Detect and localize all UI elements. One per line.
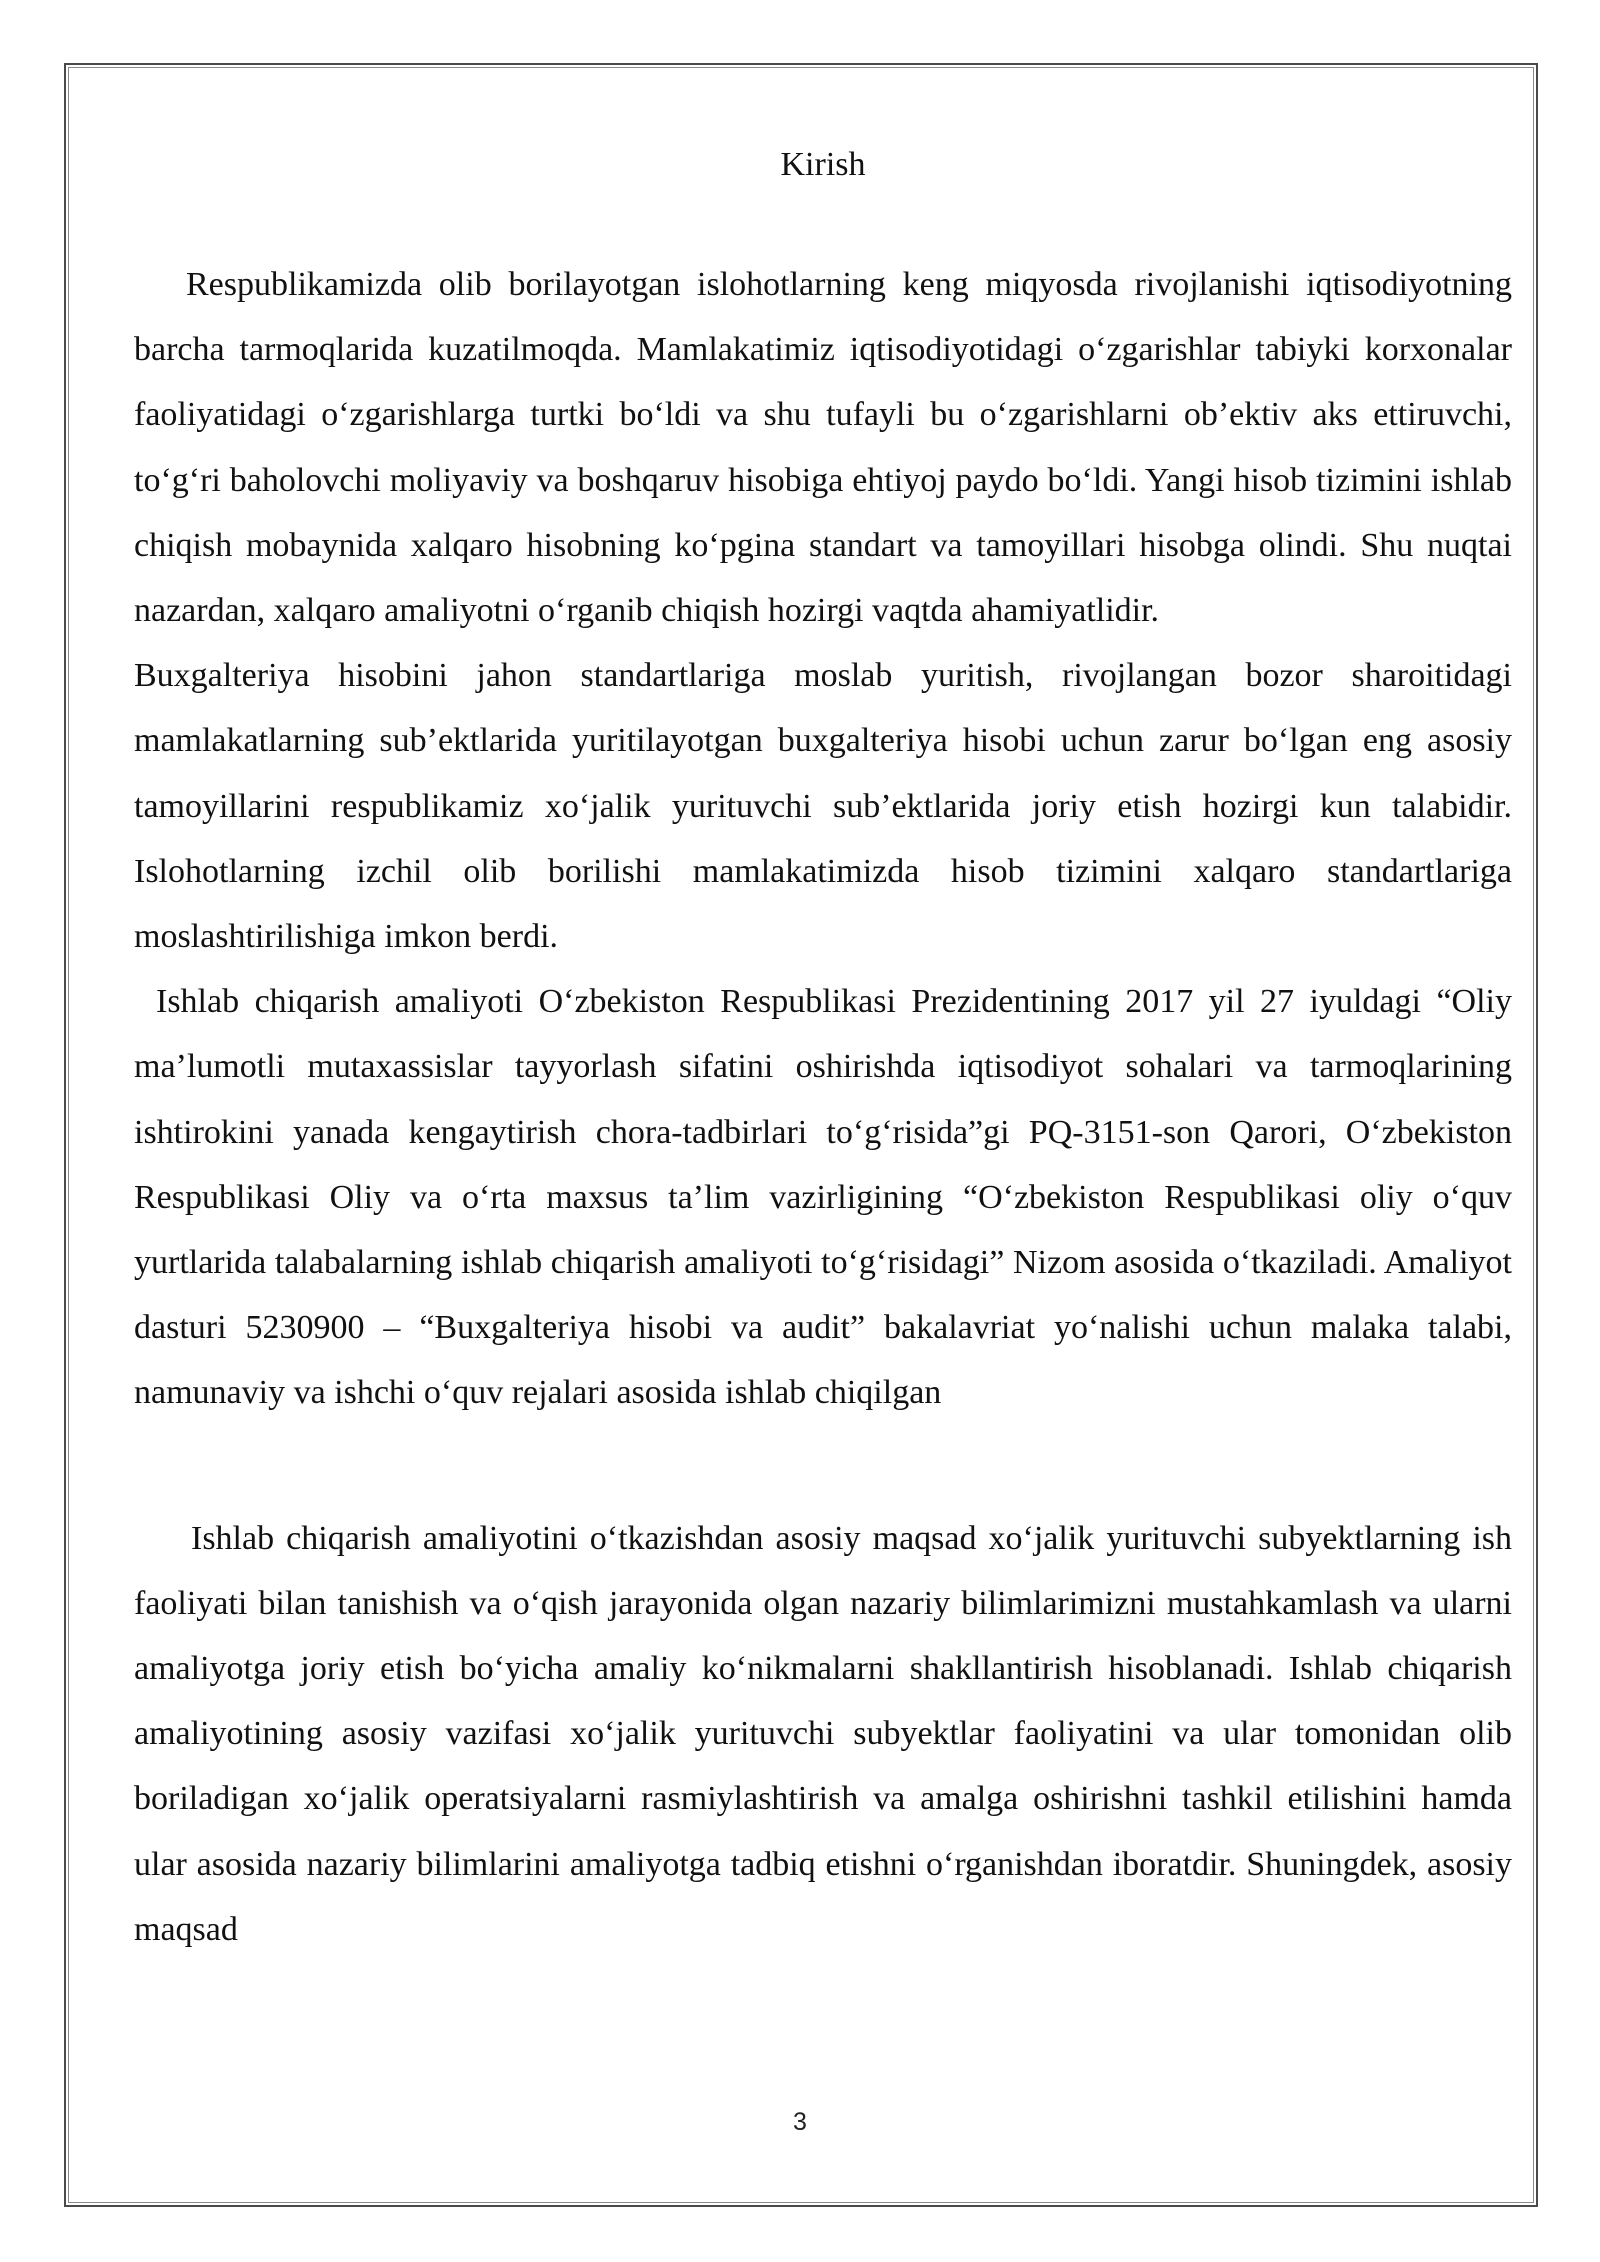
document-body — [134, 140, 1512, 1962]
paragraph-accounting-standards: Buxgalteriya hisobini jahon standartlariga moslab yuritish, rivojlangan bozor sharoitidagi mamlakatlarning sub’ektlarida yuritilayotgan buxgalteriya hisobi uchun zarur bo‘lgan eng asosiy tamoyillarini respublikamiz xo‘jalik yurituvchi sub’ektlarida joriy etish hozirgi kun talabidir. Islohotlarning izchil olib borilishi mamlakatimizda hisob tizimini xalqaro standartlariga moslashtirilishiga imkon berdi. — [134, 657, 1512, 956]
paragraph-practice-goal: Ishlab chiqarish amaliyotini o‘tkazishdan asosiy maqsad xo‘jalik yurituvchi subyektlarning ish faoliyati bilan tanishish va o‘qish jarayonida olgan nazariy bilimlarimizni mustahkamlash va ularni amaliyotga joriy etish bo‘yicha amaliy ko‘nikmalarni shakllantirish hisoblanadi. Ishlab chiqarish amaliyotining asosiy vazifasi xo‘jalik yurituvchi subyektlar faoliyatini va ular tomonidan olib boriladigan xo‘jalik operatsiyalarni rasmiylashtirish va amalga oshirishni tashkil etilishini hamda ular asosida nazariy bilimlarini amaliyotga tadbiq etishni o‘rganishdan iboratdir. Shuningdek, asosiy maqsad — [134, 1519, 1512, 1948]
document-title: Kirish — [780, 146, 866, 183]
page-number: 3 — [793, 2108, 807, 2136]
paragraph-practice-basis: Ishlab chiqarish amaliyoti O‘zbekiston Respublikasi Prezidentining 2017 yil 27 iyuldagi “Oliy ma’lumotli mutaxassislar tayyorlash sifatini oshirishda iqtisodiyot sohalari va tarmoqlarining ishtirokini yanada kengaytirish chora-tadbirlari to‘g‘risida”gi PQ-3151-son Qarori, O‘zbekiston Respublikasi Oliy va o‘rta maxsus ta’lim vazirligining “O‘zbekiston Respublikasi oliy o‘quv yurtlarida talabalarning ishlab chiqarish amaliyoti to‘g‘risidagi” Nizom asosida o‘tkaziladi. Amaliyot dasturi 5230900 – “Buxgalteriya hisobi va audit” bakalavriat yo‘nalishi uchun malaka talabi, namunaviy va ishchi o‘quv rejalari asosida ishlab chiqilgan — [134, 983, 1512, 1412]
paragraph-intro: Respublikamizda olib borilayotgan islohotlarning keng miqyosda rivojlanishi iqtisodiyotning barcha tarmoqlarida kuzatilmoqda. Mamlakatimiz iqtisodiyotidagi o‘zgarishlar tabiyki korxonalar faoliyatidagi o‘zgarishlarga turtki bo‘ldi va shu tufayli bu o‘zgarishlarni ob’ektiv aks ettiruvchi, to‘g‘ri baholovchi moliyaviy va boshqaruv hisobiga ehtiyoj paydo bo‘ldi. Yangi hisob tizimini ishlab chiqish mobaynida xalqaro hisobning ko‘pgina standart va tamoyillari hisobga olindi. Shu nuqtai nazardan, xalqaro amaliyotni o‘rganib chiqish hozirgi vaqtda ahamiyatlidir. — [134, 266, 1512, 630]
